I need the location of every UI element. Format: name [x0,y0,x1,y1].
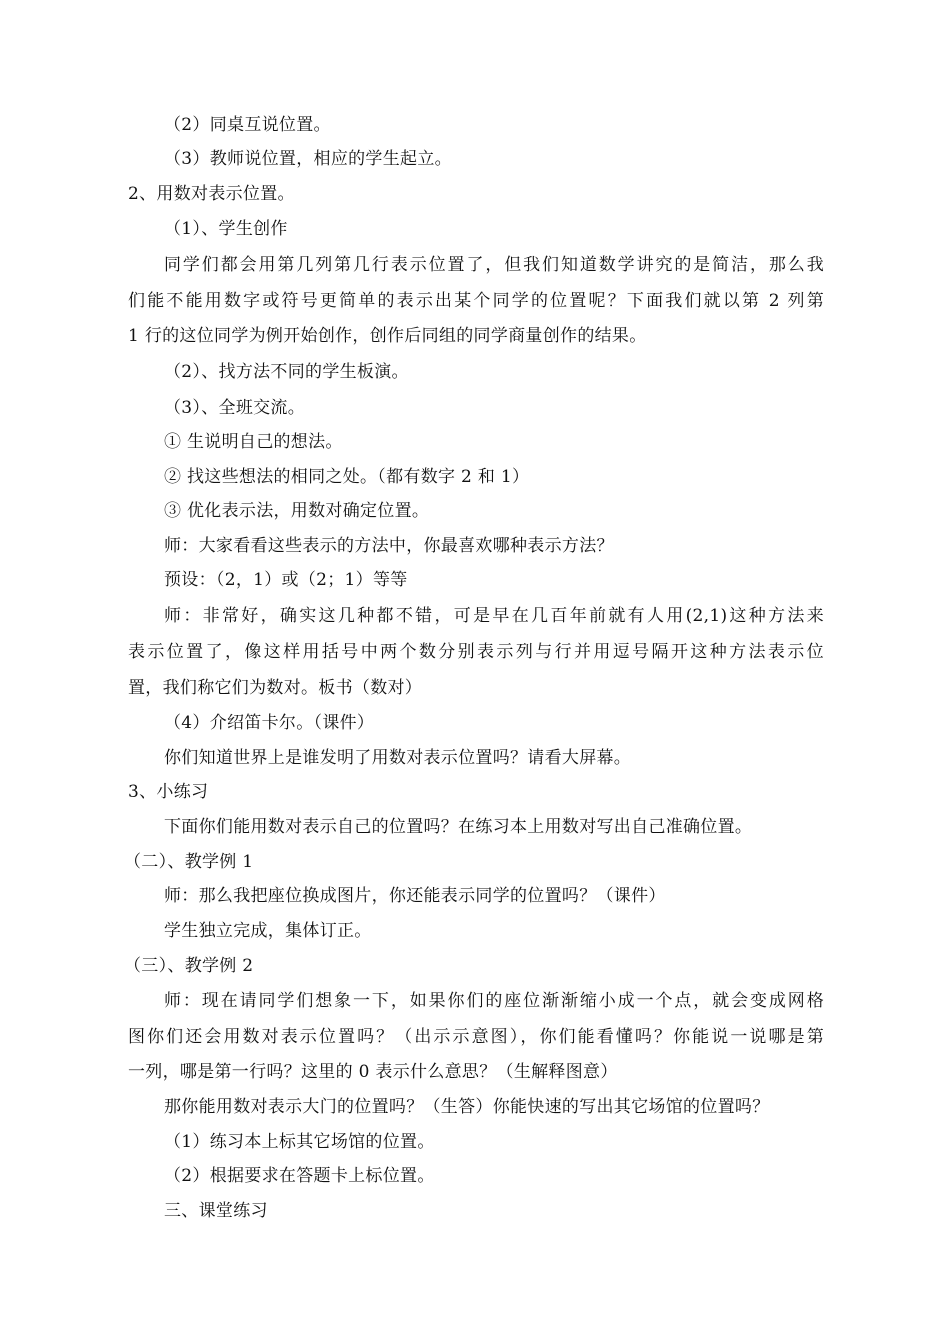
text-line: 你们知道世界上是谁发明了用数对表示位置吗？请看大屏幕。 [164,748,632,768]
text-line: （3）教师说位置，相应的学生起立。 [164,149,452,169]
list-item: ③ 优化表示法，用数对确定位置。 [164,501,430,521]
text-line: 那你能用数对表示大门的位置吗？（生答）你能快速的写出其它场馆的位置吗？ [164,1097,770,1117]
paragraph-line: 图你们还会用数对表示位置吗？（出示示意图），你们能看懂吗？你能说一说哪是第 [128,1027,824,1047]
text-line: （2）、找方法不同的学生板演。 [164,362,409,382]
paragraph-line: 置，我们称它们为数对。板书（数对） [128,678,423,698]
paragraph-line: 1 行的这位同学为例开始创作，创作后同组的同学商量创作的结果。 [128,326,647,346]
section-heading: 3、小练习 [128,782,209,802]
text-line: （4）介绍笛卡尔。（课件） [164,713,375,733]
text-line: 师：大家看看这些表示的方法中，你最喜欢哪种表示方法？ [164,536,614,556]
text-line: （3）、全班交流。 [164,398,306,418]
paragraph-line: 师：现在请同学们想象一下，如果你们的座位渐渐缩小成一个点，就会变成网格 [164,991,824,1011]
text-line: 预设：（2，1）或（2；1）等等 [164,570,408,590]
section-heading: （三）、教学例 2 [124,956,254,976]
paragraph-line: 表示位置了，像这样用括号中两个数分别表示列与行并用逗号隔开这种方法表示位 [128,642,824,662]
section-heading: （二）、教学例 1 [124,852,254,872]
text-line: （2）同桌互说位置。 [164,115,331,135]
paragraph-line: 师：非常好，确实这几种都不错，可是早在几百年前就有人用(2,1)这种方法来 [164,606,824,626]
text-line: 下面你们能用数对表示自己的位置吗？在练习本上用数对写出自己准确位置。 [164,817,753,837]
paragraph-line: 同学们都会用第几列第几行表示位置了，但我们知道数学讲究的是简洁，那么我 [164,255,824,275]
text-line: （1）练习本上标其它场馆的位置。 [164,1132,435,1152]
text-line: （2）根据要求在答题卡上标位置。 [164,1166,435,1186]
paragraph-line: 们能不能用数字或符号更简单的表示出某个同学的位置呢？下面我们就以第 2 列第 [128,291,824,311]
list-item: ② 找这些想法的相同之处。（都有数字 2 和 1） [164,467,530,487]
text-line: （1）、学生创作 [164,219,288,239]
text-line: 师：那么我把座位换成图片，你还能表示同学的位置吗？（课件） [164,886,666,906]
paragraph-line: 一列，哪是第一行吗？这里的 0 表示什么意思？（生解释图意） [128,1062,618,1082]
section-heading: 三、课堂练习 [164,1201,268,1221]
list-item: ① 生说明自己的想法。 [164,432,343,452]
text-line: 学生独立完成，集体订正。 [164,921,372,941]
section-heading: 2、用数对表示位置。 [128,184,295,204]
